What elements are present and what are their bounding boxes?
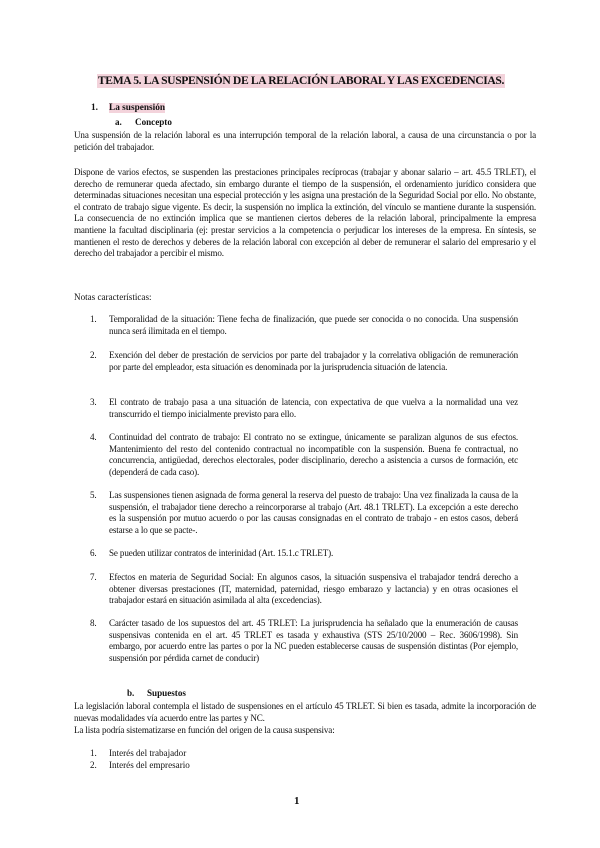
list-item-text: Interés del empresario	[109, 760, 190, 770]
list-item-text: Exención del deber de prestación de servicios por parte del trabajador y la correlativa obligación de remuneración por parte del empleador, esta situación es denominada por la jurisprudencia situación de latencia.	[109, 350, 518, 372]
list-item	[90, 432, 518, 478]
subsection-label: Supuestos	[147, 688, 186, 698]
list-item-number: 6.	[90, 548, 97, 558]
subsection-heading-b	[127, 688, 186, 698]
list-item	[90, 490, 518, 536]
list-item-number: 1.	[90, 314, 97, 324]
paragraph-origin: La lista podría sistematizarse en función del origen de la causa suspensiva:	[74, 725, 335, 735]
paragraph-effects: Dispone de varios efectos, se suspenden las prestaciones principales recíprocas (trabajar y abonar salario – art. 45.5 TRLET), el derecho de remunerar queda afectado, sin embargo durante el tiempo de la suspensión, el ordenamiento jurídico considera que determinadas situaciones necesitan una especial protección y les asigna una prestación de la Seguridad Social por ello. No obstante, el contrato de trabajo sigue vigente. Es decir, la suspensión no implica la extinción, del vínculo se mantiene durante la suspensión. La consecuencia de no extinción implica que se mantienen ciertos deberes de la relación laboral, principalmente la empresa mantiene la facultad disciplinaria (ej: prestar servicios a la competencia o perjudicar los intereses de la empresa. En síntesis, se mantienen el resto de derechos y deberes de la relación laboral con excepción al deber de remunerar el salario del empresario y el derecho del trabajador a percibir el mismo.	[74, 167, 536, 259]
list-item	[90, 397, 518, 420]
list-item-number: 8.	[90, 618, 97, 628]
list-item	[90, 618, 518, 664]
list-item	[90, 548, 518, 560]
list-item	[90, 572, 518, 607]
subsection-number: a.	[115, 117, 122, 127]
section-number: 1.	[91, 103, 98, 113]
list-item-number: 2.	[90, 350, 97, 360]
list-item-text: Carácter tasado de los supuestos del art. 45 TRLET: La jurisprudencia ha señalado que la enumeración de causas suspensivas contenida en el art. 45 TRLET es tasada y exhaustiva (STS 25/10/2000 – Rec. 3606/1998). Sin embargo, por acuerdo entre las partes o por la NC pueden establecerse causas de suspensión distintas (Por ejemplo, suspensión por pérdida carnet de conducir)	[109, 618, 518, 663]
list-item-number: 5.	[90, 490, 97, 500]
paragraph-supuestos: La legislación laboral contempla el listado de suspensiones en el artículo 45 TRLET. Si bien es tasada, admite la incorporación de nuevas modalidades vía acuerdo entre las partes y NC.	[74, 701, 536, 723]
list-item	[90, 314, 518, 337]
notes-heading: Notas características:	[74, 292, 152, 302]
subsection-number: b.	[127, 688, 135, 698]
list-item-number: 4.	[90, 432, 97, 442]
section-heading	[91, 103, 165, 113]
list-item-text: Temporalidad de la situación: Tiene fecha de finalización, que puede ser conocida o no conocida. Una suspensión nunca será ilimitada en el tiempo.	[109, 314, 518, 336]
list-item-text: El contrato de trabajo pasa a una situación de latencia, con expectativa de que vuelva a la normalidad una vez transcurrido el tiempo inicialmente previsto para ello.	[109, 397, 518, 419]
paragraph-definition: Una suspensión de la relación laboral es una interrupción temporal de la relación laboral, a causa de una circunstancia o por la petición del trabajador.	[74, 130, 536, 152]
list-item-number: 3.	[90, 397, 97, 407]
list-item-text: Interés del trabajador	[109, 748, 187, 758]
section-label: La suspensión	[109, 103, 166, 113]
list-item-text: Se pueden utilizar contratos de interinidad (Art. 15.1.c TRLET).	[109, 548, 334, 558]
list-item-text: Continuidad del contrato de trabajo: El contrato no se extingue, únicamente se paralizan algunos de sus efectos. Mantenimiento del resto del contenido contractual no incompatible con la suspensión. Buena fe contractual, no concurrencia, antigüedad, derechos electorales, poder disciplinario, derecho a asistencia a cursos de formación, etc (dependerá de cada caso).	[109, 432, 518, 477]
list-item-text: Efectos en materia de Seguridad Social: En algunos casos, la situación suspensiva el trabajador tendrá derecho a obtener diversas prestaciones (IT, maternidad, paternidad, riesgo embarazo y lactancia) y en otras ocasiones el trabajador estará en situación asimilada al alta (excedencias).	[109, 572, 518, 606]
list-item-text: Las suspensiones tienen asignada de forma general la reserva del puesto de trabajo: Una vez finalizada la causa de la suspensión, el trabajador tiene derecho a reincorporarse al trabajo (Art. 48.1 TRLET). La excepción a este derecho es la suspensión por mutuo acuerdo o por las causas consignadas en el contrato de trabajo - en estos casos, deberá estarse a lo que se pacte-.	[109, 490, 518, 535]
subsection-heading-a	[115, 117, 172, 127]
document-title: TEMA 5. LA SUSPENSIÓN DE LA RELACIÓN LABORAL Y LAS EXCEDENCIAS.	[97, 74, 505, 87]
list-item	[90, 748, 186, 758]
subsection-label: Concepto	[135, 117, 172, 127]
list-item-number: 7.	[90, 572, 97, 582]
list-item-number: 1.	[90, 748, 97, 758]
list-item	[90, 350, 518, 373]
title-block	[75, 71, 527, 89]
page-number: 1	[294, 795, 300, 807]
list-item-number: 2.	[90, 760, 97, 770]
list-item	[90, 760, 190, 770]
